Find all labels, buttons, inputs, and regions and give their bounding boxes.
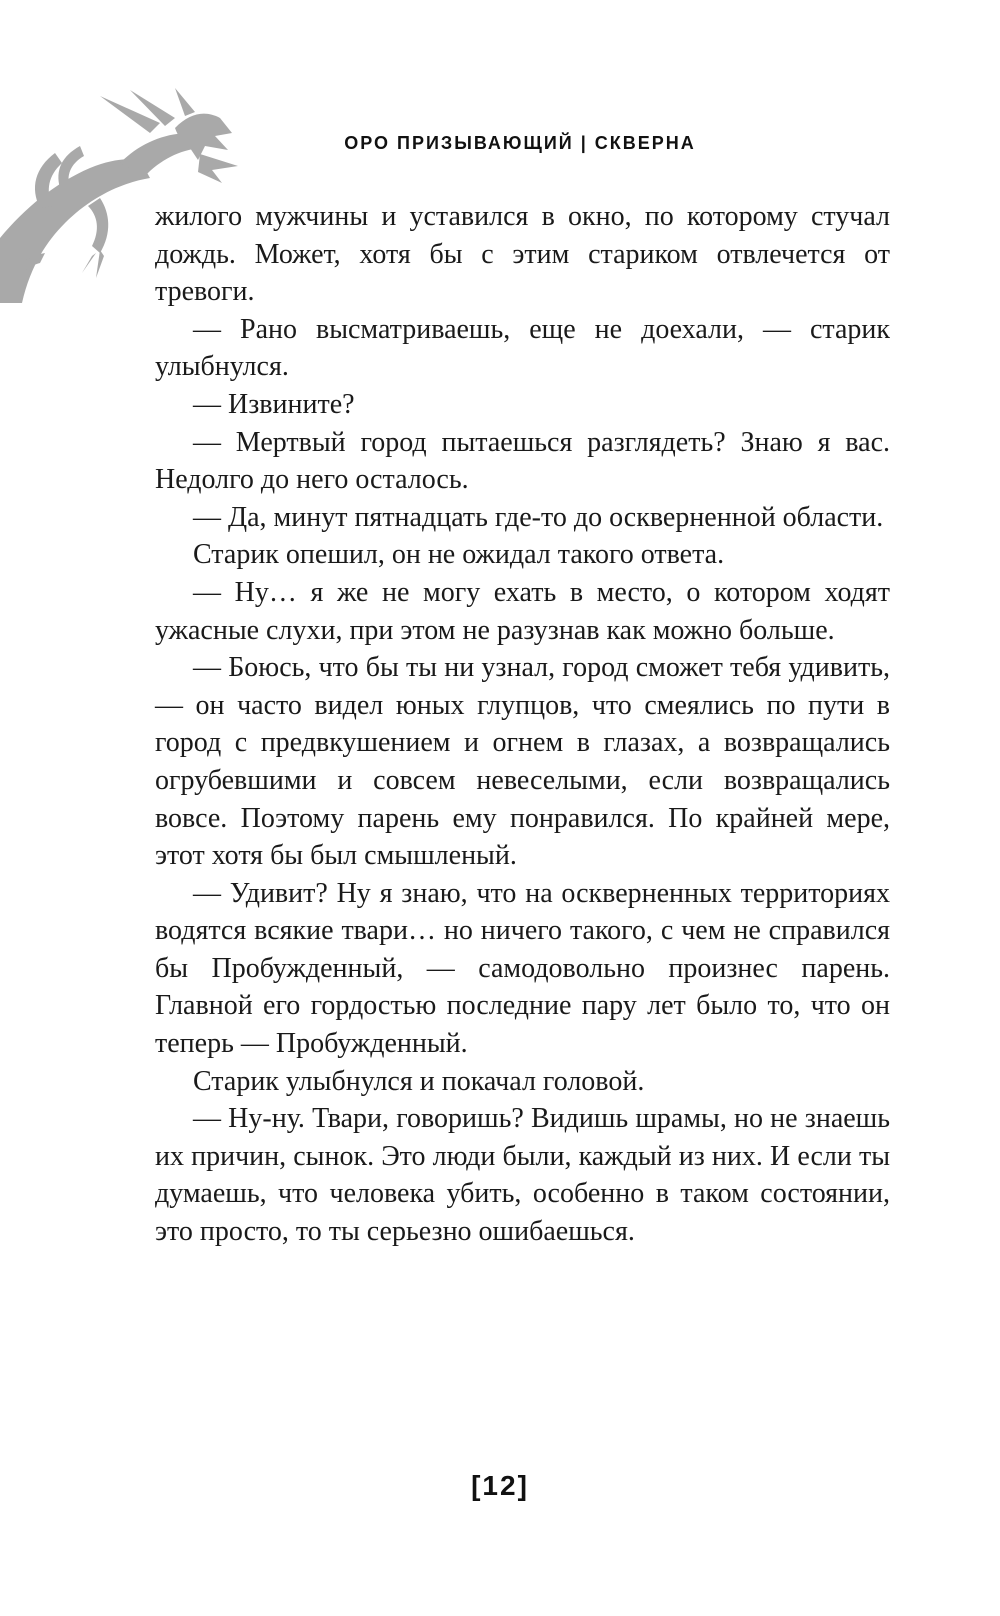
paragraph: Старик опешил, он не ожидал такого ответа. [193,539,725,571]
running-header: ОРО ПРИЗЫВАЮЩИЙ | СКВЕРНА [344,133,696,153]
paragraph: — Ну-ну. Твари, говоришь? Видишь шрамы, но не знаешь их причин, сынок. Это люди были, каждый из них. И если ты думаешь, что человека убить, особенно в таком состоянии, это просто, то ты серьезно ошибаешься. [155,1103,890,1248]
paragraph: — Извините? [193,388,355,420]
paragraph: — Рано высматриваешь, еще не доехали, — старик улыбнулся. [155,313,890,383]
paragraph: — Мертвый город пытаешься разглядеть? Знаю я вас. Недолго до него осталось. [155,426,890,496]
paragraph: — Да, минут пятнадцать где-то до оскверненной области. [193,501,884,533]
paragraph: — Удивит? Ну я знаю, что на оскверненных территориях водятся всякие твари… но ничего такого, с чем не справился бы Пробужденный, — самодовольно произнес парень. Главной его гордостью последние пару лет было то, что он теперь — Пробужденный. [155,877,890,1060]
paragraph: жилого мужчины и уставился в окно, по которому стучал дождь. Может, хотя бы с этим стариком отвлечется от тревоги. [155,201,890,308]
page-body [155,198,890,1251]
paragraph: Старик улыбнулся и покачал головой. [193,1065,645,1097]
paragraph: — Боюсь, что бы ты ни узнал, город сможет тебя удивить, — он часто видел юных глупцов, что смеялись по пути в город с предвкушением и огнем в глазах, а возвращались огрубевшими и совсем невеселыми, если возвращались вовсе. Поэтому парень ему понравился. По крайней мере, этот хотя бы был смышленый. [155,652,890,872]
page-number: [12] [471,1470,529,1501]
paragraph: — Ну… я же не могу ехать в место, о котором ходят ужасные слухи, при этом не разузнав как можно больше. [155,576,890,646]
